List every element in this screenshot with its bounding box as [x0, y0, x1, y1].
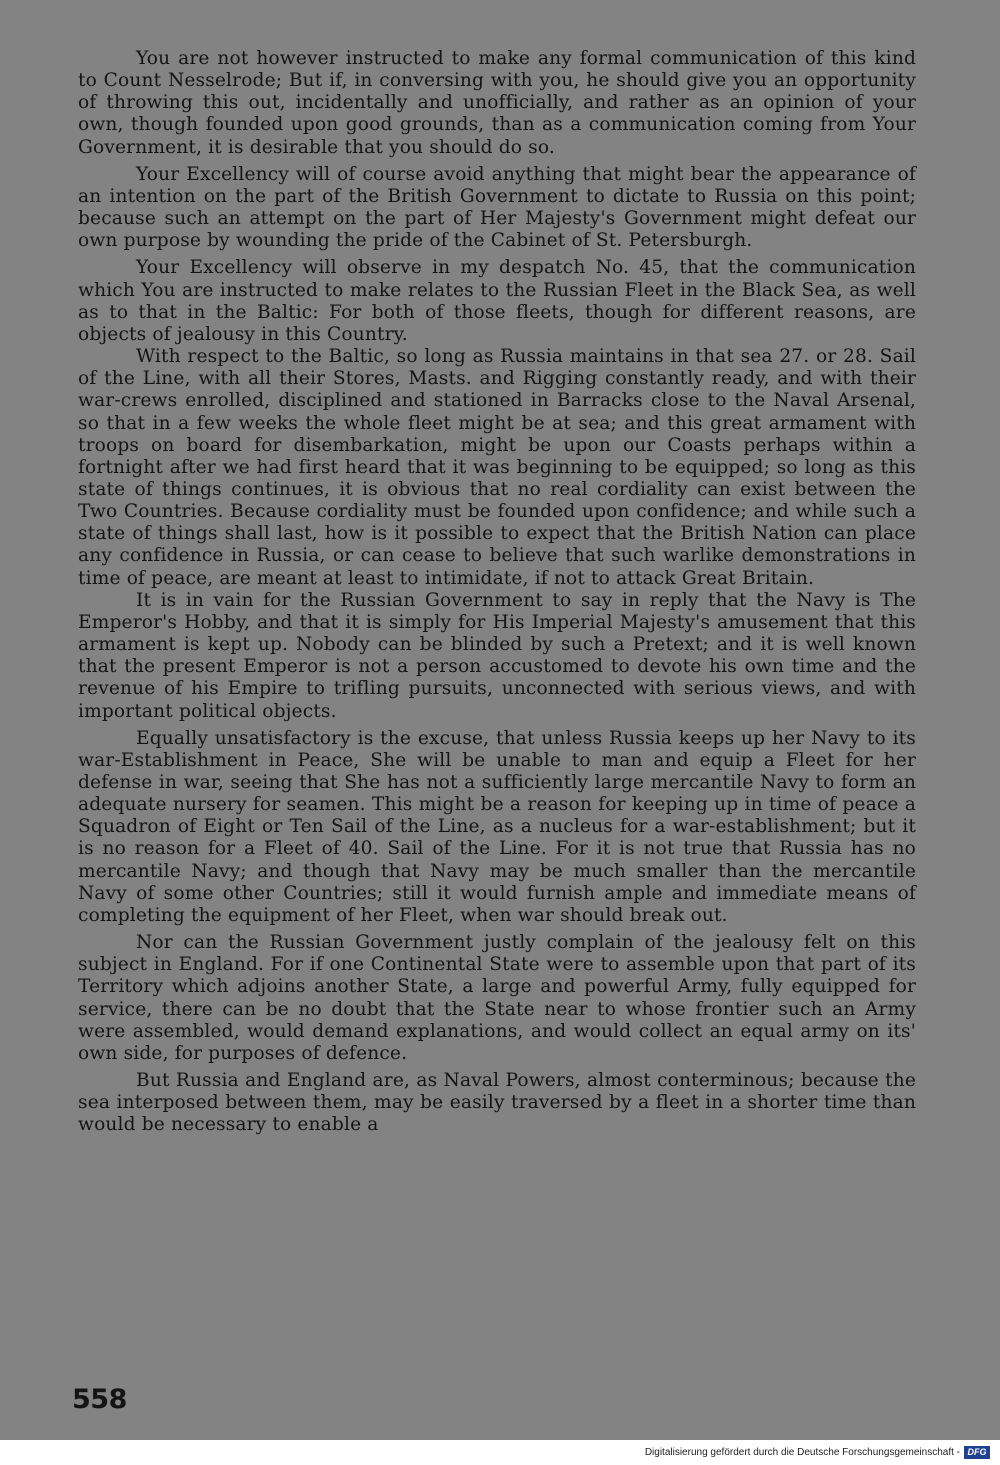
dfg-logo: DFG [964, 1446, 990, 1459]
paragraph: Your Excellency will observe in my despatch No. 45, that the communication which You are instructed to make relates to the Russian Fleet in the Black Sea, as well as to that in the Baltic: For both of those fleets, though for different reasons, are objects of jealousy in this Country. [78, 257, 916, 345]
paragraph: Your Excellency will of course avoid anything that might bear the appearance of an intention on the part of the British Government to dictate to Russia on this point; because such an attempt on the part of Her Majesty's Government might defeat our own purpose by wounding the pride of the Cabinet of St. Petersburgh. [78, 163, 916, 252]
paragraph: Nor can the Russian Government justly complain of the jealousy felt on this subject in England. For if one Continental State were to assemble upon that part of its Territory which adjoins another State, a large and powerful Army, fully equipped for service, there can be no doubt that the State near to whose frontier such an Army were assembled, would demand explanations, and would collect an equal army on its' own side, for purposes of defence. [78, 932, 916, 1064]
paragraph: You are not however instructed to make any formal communication of this kind to Count Nesselrode; But if, in conversing with you, he should give you an opportunity of throwing this out, incidentally and unofficially, and rather as an opinion of your own, though founded upon good grounds, than as a communication coming from Your Government, it is desirable that you should do so. [78, 48, 916, 158]
footer-bar [0, 1440, 1000, 1465]
paragraph: But Russia and England are, as Naval Powers, almost conterminous; because the sea interposed between them, may be easily traversed by a fleet in a shorter time than would be necessary to enable a [78, 1070, 916, 1136]
funding-credit: Digitalisierung gefördert durch die Deutsche Forschungsgemeinschaft - [644, 1447, 960, 1458]
page-number: 558 [72, 1384, 127, 1415]
paragraph: Equally unsatisfactory is the excuse, that unless Russia keeps up her Navy to its war-Establishment in Peace, She will be unable to man and equip a Fleet for her defense in war, seeing that She has not a sufficiently large mercantile Navy to form an adequate nursery for seamen. This might be a reason for keeping up in time of peace a Squadron of Eight or Ten Sail of the Line, as a nucleus for a war-establishment; but it is no reason for a Fleet of 40. Sail of the Line. For it is not true that Russia has no mercantile Navy; and though that Navy may be much smaller than the mercantile Navy of some other Countries; still it would furnish ample and immediate means of completing the equipment of her Fleet, when war should break out. [78, 727, 916, 926]
body-text [78, 48, 916, 1142]
paragraph: With respect to the Baltic, so long as Russia maintains in that sea 27. or 28. Sail of the Line, with all their Stores, Masts. and Rigging constantly ready, and with their war-crews enrolled, disciplined and stationed in Barracks close to the Naval Arsenal, so that in a few weeks the whole fleet might be at sea; and this great armament with troops on board for disembarkation, might be upon our Coasts perhaps within a fortnight after we had first heard that it was beginning to be equipped; so long as this state of things continues, it is obvious that no real cordiality can exist between the Two Countries. Because cordiality must be founded upon confidence; and while such a state of things shall last, how is it possible to expect that the British Nation can place any confidence in Russia, or can cease to believe that such warlike demonstrations in time of peace, are meant at least to intimidate, if not to attack Great Britain. [78, 346, 916, 589]
paragraph: It is in vain for the Russian Government to say in reply that the Navy is The Emperor's Hobby, and that it is simply for His Imperial Majesty's amusement that this armament is kept up. Nobody can be blinded by such a Pretext; and it is well known that the present Emperor is not a person accustomed to devote his own time and the revenue of his Empire to trifling pursuits, unconnected with serious views, and with important political objects. [78, 589, 916, 722]
